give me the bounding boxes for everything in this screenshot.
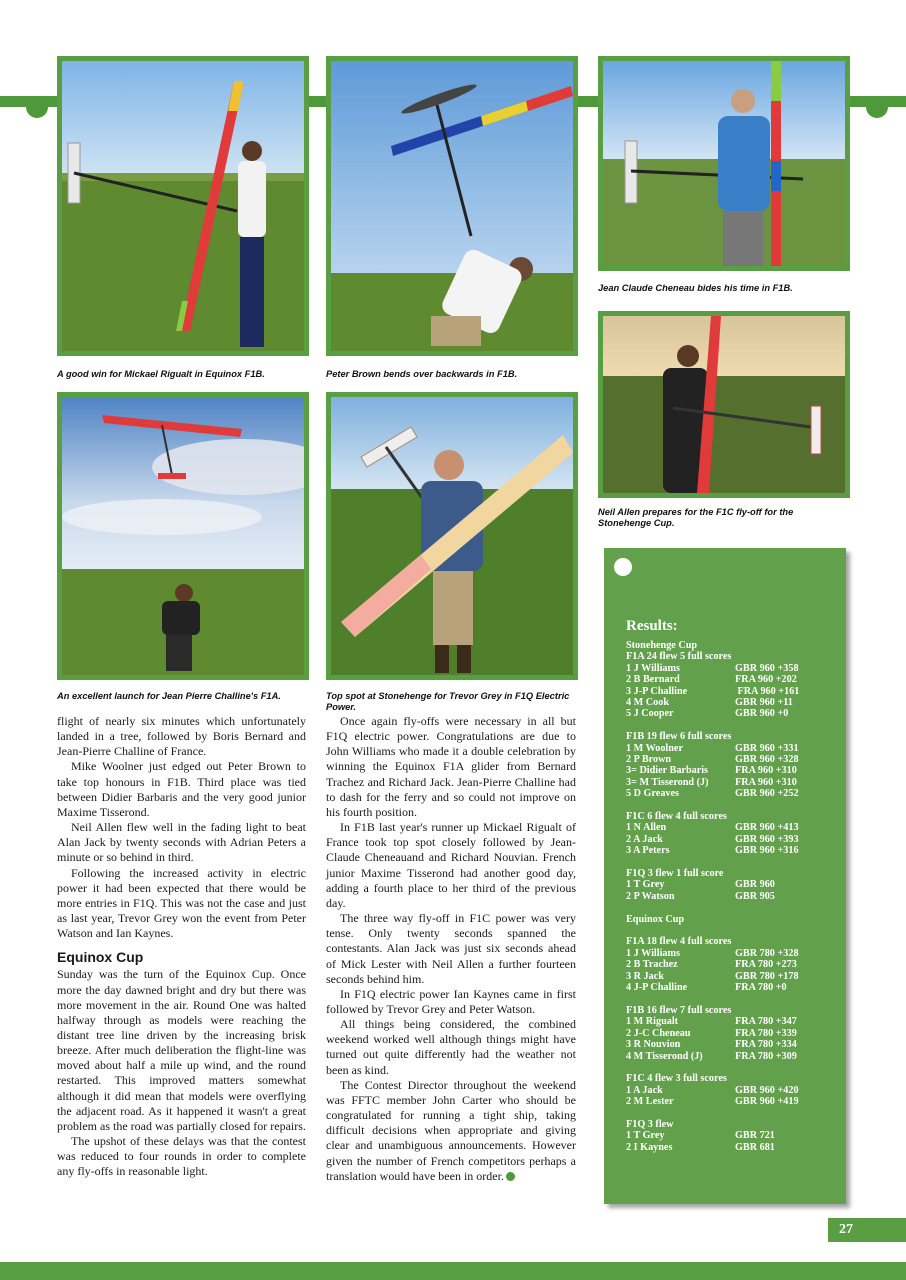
competitor-name: 3 R Nouvion [626, 1039, 681, 1051]
band-tab [26, 96, 48, 118]
results-section-heading: Equinox Cup [626, 913, 685, 925]
caption-peter-brown: Peter Brown bends over backwards in F1B. [326, 369, 518, 379]
competitor-score: FRA 780 +273 [735, 959, 797, 971]
results-section [626, 811, 840, 857]
competitor-name: 3 J-P Challine [626, 685, 688, 697]
result-row [626, 1096, 840, 1107]
competitor-name: 2 B Trachez [626, 959, 678, 971]
result-row [626, 845, 840, 856]
results-title: Results: [626, 618, 678, 634]
competitor-name: 1 J Williams [626, 662, 680, 674]
band-tab [866, 96, 888, 118]
caption-trevor-grey: Top spot at Stonehenge for Trevor Grey in F1Q Electric Power. [326, 691, 570, 712]
end-mark-icon [506, 1172, 515, 1181]
results-section-heading: F1Q 3 flew 1 full score [626, 868, 724, 880]
results-section-heading: F1C 4 flew 3 full scores [626, 1073, 727, 1085]
article-paragraph: Neil Allen flew well in the fading light to beat Alan Jack by twenty seconds with Adrian Peters a minute or so behind in third. [57, 820, 306, 865]
article-paragraph: Mike Woolner just edged out Peter Brown to take top honours in F1B. Third place was tied between Didier Barbaris and the very good junior Maxime Tisserond. [57, 759, 306, 819]
competitor-score: GBR 780 +328 [735, 947, 799, 959]
result-row [626, 754, 840, 765]
result-row [626, 674, 840, 685]
photo-neil-allen [598, 311, 850, 498]
competitor-name: 2 P Watson [626, 890, 675, 902]
results-section [626, 731, 840, 799]
competitor-score: GBR 960 +413 [735, 822, 799, 834]
result-row [626, 663, 840, 674]
competitor-score: FRA 780 +334 [735, 1039, 797, 1051]
result-row [626, 777, 840, 788]
results-list [626, 640, 840, 1165]
competitor-score: GBR 721 [735, 1130, 775, 1142]
article-paragraph: The Contest Director throughout the weekend was FFTC member John Carter who should be congratulated for running a tight ship, taking difficult decisions when appropriate and giving clear and unambiguous announcements. However given the number of French competitors perhaps a translation would have been in order. [326, 1077, 576, 1183]
competitor-score: FRA 960 +161 [735, 685, 800, 697]
competitor-name: 1 A Jack [626, 1084, 663, 1096]
results-section-heading: F1B 19 flew 6 full scores [626, 731, 732, 743]
competitor-name: 3= Didier Barbaris [626, 765, 709, 777]
competitor-name: 2 B Bernard [626, 674, 680, 686]
result-row [626, 982, 840, 993]
competitor-name: 3 R Jack [626, 970, 664, 982]
result-row [626, 971, 840, 982]
bottom-decoration-band [0, 1262, 906, 1280]
article-paragraph: Following the increased activity in electric power it had been expected that there would be more entries in F1Q. This was not the case and just as last year, Trevor Grey won the event from Peter Watson and Ian Kaynes. [57, 865, 306, 941]
section-heading: Equinox Cup [57, 949, 144, 966]
competitor-score: GBR 960 +316 [735, 845, 799, 857]
hole-punch-icon [614, 558, 632, 576]
competitor-score: FRA 780 +309 [735, 1050, 797, 1062]
competitor-name: 1 M Woolner [626, 742, 683, 754]
competitor-name: 3= M Tisserond (J) [626, 776, 709, 788]
article-column-1 [57, 714, 306, 1180]
results-section-heading: F1A 24 flew 5 full scores [626, 651, 732, 663]
article-paragraph: In F1B last year's runner up Mickael Rigualt of France took top spot closely followed by Jean-Claude Cheneauand and Richard Nouvian. French junior Maxime Tisserond had another good day, adding a fourth place to her third of the previous day. [326, 820, 576, 910]
results-section-heading: F1B 16 flew 7 full scores [626, 1004, 732, 1016]
result-row [626, 834, 840, 845]
results-section [626, 914, 840, 925]
results-section [626, 1073, 840, 1107]
caption-rigualt: A good win for Mickael Rigualt in Equinox F1B. [57, 369, 265, 379]
competitor-name: 4 M Tisserond (J) [626, 1050, 703, 1062]
competitor-name: 2 M Lester [626, 1096, 674, 1108]
competitor-name: 2 P Brown [626, 754, 672, 766]
article-paragraph: The upshot of these delays was that the contest was reduced to four rounds in order to complete any fly-offs in reasonable light. [57, 1134, 306, 1179]
caption-cheneau: Jean Claude Cheneau bides his time in F1B. [598, 283, 793, 293]
competitor-score: GBR 960 +331 [735, 742, 799, 754]
result-row [626, 708, 840, 719]
result-row [626, 1028, 840, 1039]
result-row [626, 1051, 840, 1062]
result-row [626, 765, 840, 776]
competitor-name: 4 M Cook [626, 697, 670, 709]
results-section [626, 1005, 840, 1062]
competitor-score: GBR 960 +358 [735, 662, 799, 674]
competitor-score: GBR 960 +328 [735, 754, 799, 766]
result-row [626, 879, 840, 890]
article-paragraph: Once again fly-offs were necessary in all but F1Q electric power. Congratulations are due to John Williams who made it a double celebration by winning the Equinox F1A glider from Bernard Trachez and Richard Jack. Jean-Pierre Challine had to dash for the ferry and so could not improve on his fourth position. [326, 714, 576, 819]
results-section [626, 936, 840, 993]
competitor-score: GBR 960 +420 [735, 1084, 799, 1096]
caption-challine: An excellent launch for Jean Pierre Challine's F1A. [57, 691, 281, 701]
competitor-name: 5 D Greaves [626, 788, 680, 800]
competitor-score: GBR 960 +11 [735, 697, 793, 709]
results-section [626, 1119, 840, 1153]
result-row [626, 686, 840, 697]
competitor-name: 4 J-P Challine [626, 982, 688, 994]
competitor-name: 2 J-C Cheneau [626, 1027, 691, 1039]
result-row [626, 788, 840, 799]
article-paragraph: In F1Q electric power Ian Kaynes came in first followed by Trevor Grey and Peter Watson. [326, 986, 576, 1016]
photo-cheneau [598, 56, 850, 271]
competitor-name: 1 M Rigualt [626, 1016, 679, 1028]
result-row [626, 697, 840, 708]
competitor-score: GBR 960 +0 [735, 708, 789, 720]
photo-trevor-grey [326, 392, 578, 680]
article-paragraph: flight of nearly six minutes which unfortunately landed in a tree, followed by Boris Bernard and Jean-Pierre Challine of France. [57, 714, 306, 759]
competitor-name: 1 T Grey [626, 1130, 665, 1142]
photo-challine-launch [57, 392, 309, 680]
competitor-score: FRA 780 +0 [735, 982, 787, 994]
competitor-name: 5 J Cooper [626, 708, 674, 720]
competitor-score: GBR 960 +252 [735, 788, 799, 800]
competitor-name: 2 A Jack [626, 833, 663, 845]
competitor-score: FRA 960 +310 [735, 776, 797, 788]
competitor-score: GBR 681 [735, 1141, 775, 1153]
results-section-heading: Stonehenge Cup [626, 640, 698, 651]
result-row [626, 1016, 840, 1027]
article-paragraph: Sunday was the turn of the Equinox Cup. Once more the day dawned bright and dry but there was more movement in the air. Round One was halted halfway through as models were reaching the distant tree line driven by the increasing brisk breeze. After much deliberation the flight-line was moved about half a mile up wind, and the round restarted. This improved matters somewhat although it did mean that models were overflying the adjacent road. As it happened it wasn't a great problem as the road was partially closed for repairs. [57, 967, 306, 1133]
caption-neil-allen: Neil Allen prepares for the F1C fly-off for the Stonehenge Cup. [598, 507, 794, 528]
competitor-score: GBR 780 +178 [735, 970, 799, 982]
results-section [626, 868, 840, 902]
competitor-score: FRA 960 +202 [735, 674, 797, 686]
article-paragraph: The three way fly-off in F1C power was very tense. Only twenty seconds spanned the contestants. Alan Jack was just six seconds ahead of Mick Lester with Neil Allen a further fourteen seconds behind him. [326, 911, 576, 986]
result-row [626, 743, 840, 754]
competitor-name: 1 J Williams [626, 947, 680, 959]
results-panel [604, 548, 846, 1204]
article-paragraph: All things being considered, the combined weekend worked well although things might have turned out quite differently had the weather not been as kind. [326, 1017, 576, 1077]
result-row [626, 891, 840, 902]
competitor-score: GBR 960 [735, 879, 775, 891]
competitor-score: GBR 960 +419 [735, 1096, 799, 1108]
result-row [626, 1039, 840, 1050]
page-number: 27 [828, 1218, 906, 1242]
competitor-score: FRA 780 +347 [735, 1016, 797, 1028]
result-row [626, 822, 840, 833]
result-row [626, 1142, 840, 1153]
competitor-score: FRA 960 +310 [735, 765, 797, 777]
competitor-name: 1 T Grey [626, 879, 665, 891]
result-row [626, 959, 840, 970]
photo-peter-brown [326, 56, 578, 356]
results-section-heading: F1A 18 flew 4 full scores [626, 936, 732, 948]
competitor-score: FRA 780 +339 [735, 1027, 797, 1039]
results-section-heading: F1Q 3 flew [626, 1118, 674, 1130]
results-section-heading: F1C 6 flew 4 full scores [626, 811, 727, 823]
competitor-score: GBR 960 +393 [735, 833, 799, 845]
photo-rigualt-f1b [57, 56, 309, 356]
result-row [626, 1085, 840, 1096]
competitor-name: 3 A Peters [626, 845, 670, 857]
article-column-2 [326, 714, 576, 1184]
competitor-name: 2 I Kaynes [626, 1141, 673, 1153]
result-row [626, 1130, 840, 1141]
result-row [626, 948, 840, 959]
competitor-name: 1 N Allen [626, 822, 667, 834]
results-section [626, 640, 840, 720]
competitor-score: GBR 905 [735, 890, 775, 902]
